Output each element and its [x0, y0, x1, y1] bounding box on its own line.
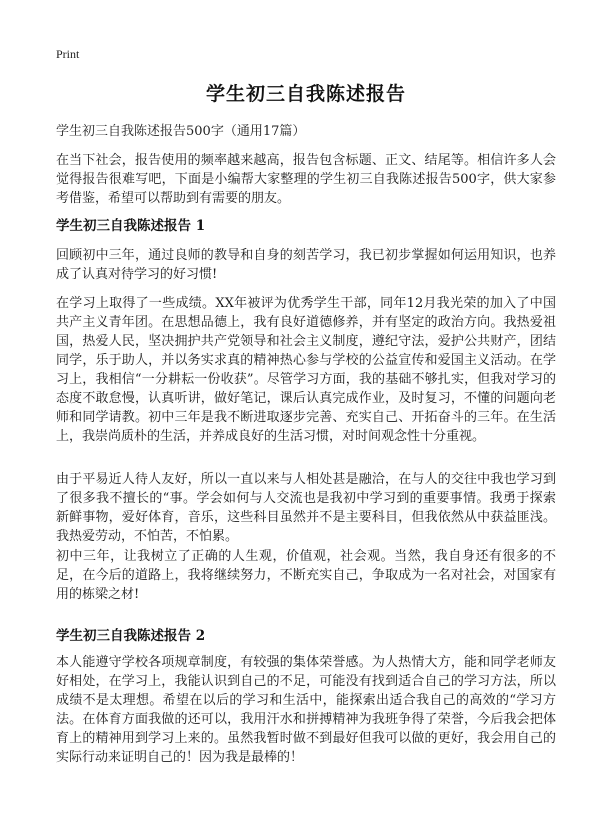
- print-link[interactable]: Print: [56, 47, 80, 61]
- section-heading-2: 学生初三自我陈述报告 2: [56, 628, 206, 644]
- subtitle: 学生初三自我陈述报告500字（通用17篇）: [56, 124, 306, 139]
- section-1-paragraph-4: 初中三年，让我树立了正确的人生观，价值观，社会观。当然，我自身还有很多的不足，在今后的道路上，我将继续努力，不断充实自己，争取成为一名对社会，对国家有用的栋梁之材!: [56, 549, 556, 602]
- section-heading-1: 学生初三自我陈述报告 1: [56, 218, 206, 234]
- section-1-paragraph-2: 在学习上取得了一些成绩。XX年被评为优秀学生干部，同年12月我光荣的加入了中国共产主义青年团。在思想品德上，我有良好道德修养，并有坚定的政治方向。我热爱祖国，热爱人民，坚决拥护共产党领导和社会主义制度，遵纪守法，爱护公共财产，团结同学，乐于助人，并以务实求真的精神热心参与学校的公益宣传和爱国主义活动。在学习上，我相信“一分耕耘一份收获”。尽管学习方面，我的基础不够扎实，但我对学习的态度不敢怠慢，认真听讲，做好笔记，课后认真完成作业，及时复习，不懂的问题向老师和同学请教。初中三年是我不断进取逐步完善、充实自己、开拓奋斗的三年。在生活上，我崇尚质朴的生活，并养成良好的生活习惯，对时间观念性十分重视。: [56, 296, 556, 444]
- page-title: 学生初三自我陈述报告: [205, 83, 406, 105]
- section-2-paragraph-1: 本人能遵守学校各项规章制度，有较强的集体荣誉感。为人热情大方，能和同学老师友好相处，在学习上，我能认识到自己的不足，可能没有找到适合自己的学习方法，所以成绩不是太理想。希望在以后的学习和生活中，能探索出适合我自己的高效的“学习方法。在体育方面我做的还可以，我用汗水和拼搏精神为我班争得了荣誉，今后我会把体育上的精神用到学习上来的。虽然我暂时做不到最好但我可以做的更好，我会用自己的实际行动来证明自己的！因为我是最棒的！: [56, 655, 556, 765]
- intro-paragraph: 在当下社会，报告使用的频率越来越高，报告包含标题、正文、结尾等。相信许多人会觉得报告很难写吧，下面是小编帮大家整理的学生初三自我陈述报告500字，供大家参考借鉴，希望可以帮助到有需要的朋友。: [56, 153, 556, 206]
- section-1-paragraph-3: 由于平易近人待人友好，所以一直以来与人相处甚是融洽，在与人的交往中我也学习到了很多我不擅长的“事。学会如何与人交流也是我初中学习到的重要事情。我勇于探索新鲜事物，爱好体育，音乐，这些科目虽然并不是主要科目，但我依然从中获益匪浅。我热爱劳动，不怕苦，不怕累。: [56, 472, 556, 544]
- section-1-paragraph-1: 回顾初中三年，通过良师的教导和自身的刻苦学习，我已初步掌握如何运用知识，也养成了认真对待学习的好习惯!: [56, 248, 556, 282]
